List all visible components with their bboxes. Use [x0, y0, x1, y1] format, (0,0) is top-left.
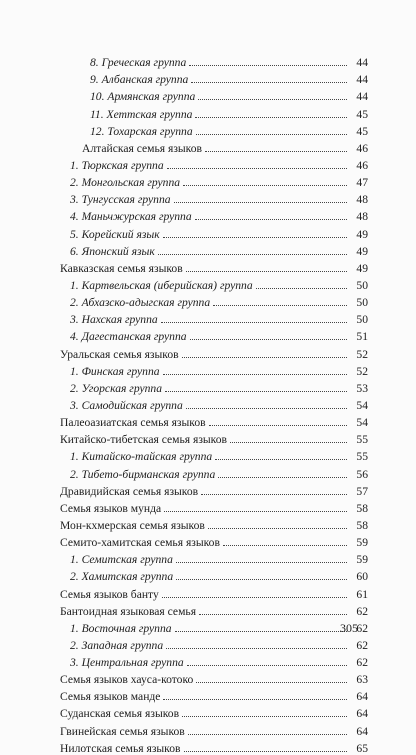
dot-leader	[256, 288, 347, 289]
toc-entry	[60, 429, 368, 446]
toc-entry	[60, 69, 368, 86]
toc-entry-page: 55	[356, 433, 368, 447]
toc-entry-title: Семья языков мунда	[60, 501, 162, 515]
dot-leader	[189, 65, 347, 66]
toc-entry-title: Кавказская семья языков	[60, 261, 183, 275]
toc-entry	[60, 549, 368, 566]
toc-entry	[60, 686, 368, 703]
toc-entry	[60, 446, 368, 463]
toc-entry	[60, 155, 368, 172]
toc-entry-title: Семья языков хауса-котоко	[60, 673, 194, 687]
dot-leader	[188, 734, 347, 735]
toc-entry-page: 59	[356, 553, 368, 567]
toc-entry-title: 6. Японский язык	[70, 244, 155, 258]
toc-entry-page: 64	[356, 690, 368, 704]
toc-entry-page: 54	[356, 398, 368, 412]
toc-entry-title: 8. Греческая группа	[90, 56, 187, 70]
toc-entry	[60, 481, 368, 498]
dot-leader	[186, 271, 347, 272]
dot-leader	[176, 579, 347, 580]
toc-entry	[60, 326, 368, 343]
dot-leader	[158, 254, 347, 255]
dot-leader	[163, 699, 347, 700]
toc-entry-page: 58	[356, 501, 368, 515]
toc-entry-page: 48	[356, 210, 368, 224]
toc-entry	[60, 412, 368, 429]
toc-entry-page: 52	[356, 364, 368, 378]
dot-leader	[166, 648, 347, 649]
dot-leader	[182, 716, 347, 717]
dot-leader	[195, 117, 347, 118]
toc-entry-page: 49	[356, 227, 368, 241]
toc-entry-page: 46	[356, 158, 368, 172]
toc-entry	[60, 652, 368, 669]
toc-entry	[60, 720, 368, 737]
toc-entry-page: 51	[356, 330, 368, 344]
toc-entry-title: 4. Маньчжурская группа	[70, 210, 192, 224]
toc-entry	[60, 566, 368, 583]
toc-entry	[60, 361, 368, 378]
toc-entry	[60, 635, 368, 652]
toc-entry-title: 2. Угорская группа	[70, 381, 163, 395]
toc-entry-page: 50	[356, 278, 368, 292]
toc-entry-title: 2. Монгольская группа	[70, 176, 181, 190]
toc-entry-page: 62	[356, 638, 368, 652]
toc-entry-title: 3. Тунгусская группа	[70, 193, 171, 207]
toc-entry-page: 55	[356, 450, 368, 464]
toc-entry-page: 65	[356, 741, 368, 755]
toc-entry-title: Алтайская семья языков	[82, 141, 203, 155]
toc-entry	[60, 532, 368, 549]
toc-entry-page: 46	[356, 141, 368, 155]
toc-entry	[60, 138, 368, 155]
table-of-contents	[60, 52, 368, 755]
dot-leader	[182, 357, 347, 358]
toc-entry-title: 3. Нахская группа	[70, 313, 158, 327]
toc-entry-title: 9. Албанская группа	[90, 73, 189, 87]
toc-entry-title: 1. Тюркская группа	[70, 158, 164, 172]
toc-entry-title: Дравидийская семья языков	[60, 484, 199, 498]
toc-entry-title: 5. Корейский язык	[70, 227, 160, 241]
toc-entry	[60, 172, 368, 189]
toc-entry-title: 1. Восточная группа	[70, 621, 172, 635]
dot-leader	[165, 391, 347, 392]
toc-entry-page: 50	[356, 313, 368, 327]
dot-leader	[208, 528, 347, 529]
toc-entry-page: 52	[356, 347, 368, 361]
toc-entry-title: 12. Тохарская группа	[90, 124, 193, 138]
dot-leader	[230, 442, 347, 443]
toc-entry-title: 1. Картвельская (иберийская) группа	[70, 278, 253, 292]
toc-entry-page: 63	[356, 673, 368, 687]
toc-entry-title: 3. Центральная группа	[70, 656, 184, 670]
dot-leader	[162, 597, 347, 598]
dot-leader	[199, 614, 347, 615]
toc-entry-page: 44	[356, 56, 368, 70]
toc-entry-page: 47	[356, 176, 368, 190]
toc-entry-title: 2. Хамитская группа	[70, 570, 174, 584]
toc-entry-title: Мон-кхмерская семья языков	[60, 518, 205, 532]
toc-entry-title: 4. Дагестанская группа	[70, 330, 187, 344]
toc-entry	[60, 121, 368, 138]
toc-entry-title: Нилотская семья языков	[60, 741, 181, 755]
toc-entry-title: 1. Финская группа	[70, 364, 160, 378]
dot-leader	[191, 82, 347, 83]
toc-entry	[60, 378, 368, 395]
toc-entry-page: 61	[356, 587, 368, 601]
dot-leader	[218, 477, 347, 478]
toc-entry	[60, 292, 368, 309]
dot-leader	[195, 219, 347, 220]
toc-entry-title: Семья языков банту	[60, 587, 159, 601]
page-number: 305	[340, 621, 358, 635]
toc-entry-title: 2. Западная группа	[70, 638, 164, 652]
toc-entry	[60, 52, 368, 69]
toc-entry	[60, 258, 368, 275]
dot-leader	[196, 134, 347, 135]
toc-entry	[60, 738, 368, 755]
dot-leader	[164, 511, 347, 512]
dot-leader	[175, 631, 347, 632]
dot-leader	[184, 751, 348, 752]
dot-leader	[163, 374, 347, 375]
toc-entry	[60, 206, 368, 223]
toc-entry	[60, 703, 368, 720]
toc-entry-page: 53	[356, 381, 368, 395]
dot-leader	[205, 151, 347, 152]
dot-leader	[167, 168, 347, 169]
toc-entry-title: Бантоидная языковая семья	[60, 604, 197, 618]
toc-entry	[60, 241, 368, 258]
toc-entry-page: 64	[356, 707, 368, 721]
dot-leader	[163, 237, 347, 238]
dot-leader	[186, 408, 347, 409]
toc-entry	[60, 583, 368, 600]
toc-entry-title: 1. Китайско-тайская группа	[70, 450, 213, 464]
dot-leader	[187, 665, 347, 666]
toc-entry-page: 44	[356, 73, 368, 87]
toc-entry-page: 48	[356, 193, 368, 207]
toc-entry	[60, 601, 368, 618]
toc-entry-page: 62	[356, 656, 368, 670]
toc-entry-page: 49	[356, 261, 368, 275]
toc-entry-page: 62	[356, 621, 368, 635]
toc-entry	[60, 395, 368, 412]
toc-entry-title: Гвинейская семья языков	[60, 724, 185, 738]
dot-leader	[215, 459, 347, 460]
dot-leader	[198, 99, 347, 100]
toc-entry-title: Семья языков манде	[60, 690, 161, 704]
toc-entry	[60, 515, 368, 532]
dot-leader	[183, 185, 347, 186]
toc-entry-page: 56	[356, 467, 368, 481]
toc-entry-page: 59	[356, 536, 368, 550]
toc-entry-page: 49	[356, 244, 368, 258]
toc-entry	[60, 463, 368, 480]
toc-entry-page: 64	[356, 724, 368, 738]
toc-entry	[60, 275, 368, 292]
toc-entry	[60, 618, 368, 635]
toc-entry-page: 60	[356, 570, 368, 584]
toc-entry-page: 57	[356, 484, 368, 498]
dot-leader	[209, 425, 347, 426]
dot-leader	[213, 305, 347, 306]
toc-entry	[60, 223, 368, 240]
toc-entry-title: Уральская семья языков	[60, 347, 179, 361]
toc-entry	[60, 669, 368, 686]
toc-entry	[60, 343, 368, 360]
toc-entry-page: 44	[356, 90, 368, 104]
toc-entry-title: Китайско-тибетская семья языков	[60, 433, 227, 447]
toc-entry-page: 45	[356, 124, 368, 138]
dot-leader	[174, 202, 347, 203]
toc-entry-title: 3. Самодийская группа	[70, 398, 183, 412]
toc-entry-page: 58	[356, 518, 368, 532]
toc-entry-title: Суданская семья языков	[60, 707, 180, 721]
toc-entry-title: 2. Тибето-бирманская группа	[70, 467, 216, 481]
toc-entry-title: Палеоазиатская семья языков	[60, 416, 206, 430]
toc-entry-page: 62	[356, 604, 368, 618]
toc-entry	[60, 189, 368, 206]
toc-entry-title: 1. Семитская группа	[70, 553, 173, 567]
toc-entry-title: Семито-хамитская семья языков	[60, 536, 220, 550]
toc-entry	[60, 86, 368, 103]
toc-entry-page: 50	[356, 296, 368, 310]
toc-entry-page: 54	[356, 416, 368, 430]
toc-entry	[60, 309, 368, 326]
toc-entry-page: 45	[356, 107, 368, 121]
toc-entry-title: 2. Абхазско-адыгская группа	[70, 296, 211, 310]
dot-leader	[176, 562, 347, 563]
dot-leader	[196, 682, 347, 683]
toc-entry-title: 11. Хеттская группа	[90, 107, 193, 121]
dot-leader	[201, 494, 347, 495]
dot-leader	[190, 339, 347, 340]
toc-entry	[60, 103, 368, 120]
dot-leader	[223, 545, 347, 546]
toc-entry	[60, 498, 368, 515]
toc-entry-title: 10. Армянская группа	[90, 90, 196, 104]
dot-leader	[161, 322, 347, 323]
